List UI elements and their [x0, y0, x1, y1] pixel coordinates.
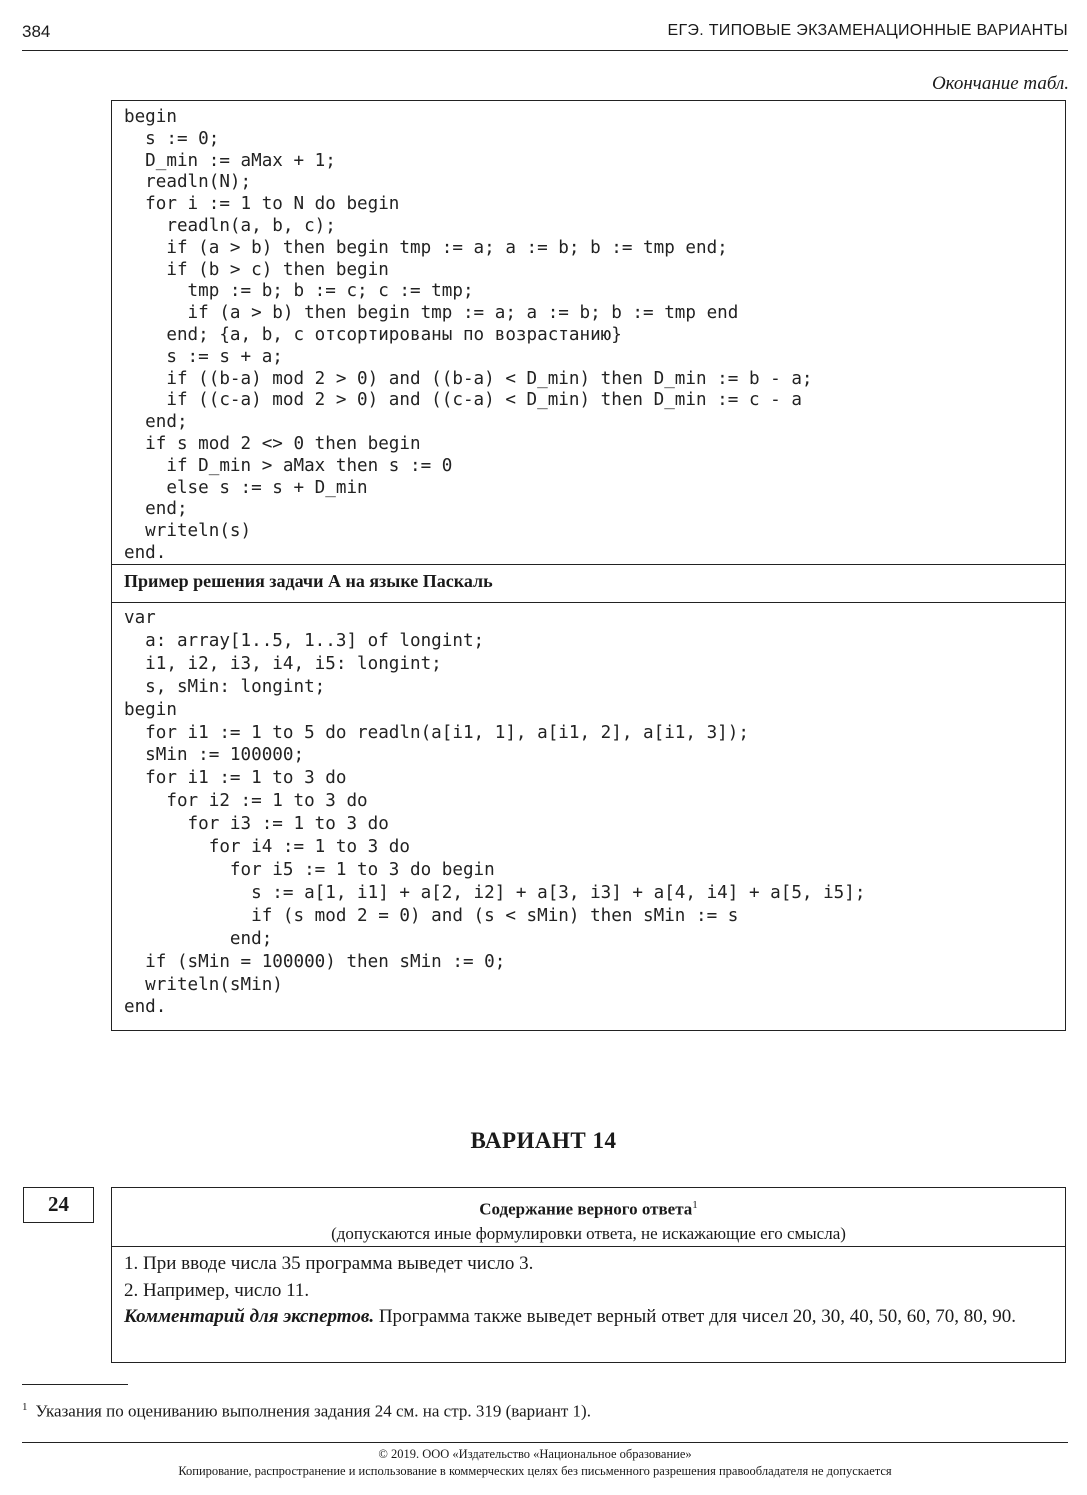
task-number-box: 24 — [23, 1187, 94, 1223]
answer-table — [111, 1187, 1066, 1363]
expert-comment-text: Программа также выведет верный ответ для чисел 20, 30, 40, 50, 60, 70, 80, 90. — [374, 1306, 1017, 1327]
answer-table-title: Содержание верного ответа — [479, 1199, 693, 1219]
page-footer — [22, 1446, 1048, 1480]
expert-comment-label: Комментарий для экспертов. — [124, 1306, 375, 1327]
code-block-solution-a: var a: array[1..5, 1..3] of longint; i1, i2, i3, i4, i5: longint; s, sMin: longint; begin for i1 := 1 to 5 do readln(a[i1, 1], a[i1, 2], a[i1, 3]); sMin := 100000; for i1 := 1 to 3 do for i2 := 1 to 3 do for i3 := 1 to 3 do for i4 := 1 to 3 do for i5 := 1 to 3 do begin s := a[1, i1] + a[2, i2] + a[3, i3] + a[4, i4] + a[5, i5]; if (s mod 2 = 0) and (s < sMin) then sMin := s end; if (sMin = 100000) then sMin := 0; writeln(sMin) end. — [124, 608, 866, 1018]
expert-comment — [124, 1304, 1053, 1331]
footer-notice: Копирование, распространение и использование в коммерческих целях без письменного разрешения правообладателя не допускается — [178, 1464, 892, 1478]
variant-title: ВАРИАНТ 14 — [470, 1128, 617, 1153]
page-header — [22, 22, 1068, 51]
footer-divider — [22, 1442, 1068, 1443]
solution-table — [111, 100, 1066, 1031]
answer-table-header — [112, 1188, 1065, 1247]
running-title: ЕГЭ. ТИПОВЫЕ ЭКЗАМЕНАЦИОННЫЕ ВАРИАНТЫ — [667, 22, 1068, 39]
answer-item-1: 1. При вводе числа 35 программа выведет число 3. — [124, 1253, 534, 1274]
answer-table-body — [112, 1247, 1065, 1331]
footnote — [22, 1401, 591, 1422]
answer-table-subtitle: (допускаются иные формулировки ответа, не искажающие его смысла) — [331, 1223, 846, 1243]
code-block-solution-b: begin s := 0; D_min := aMax + 1; readln(N); for i := 1 to N do begin readln(a, b, c); if (a > b) then begin tmp := a; a := b; b := tmp end; if (b > c) then begin tmp := b; b := c; c := tmp; if (a > b) then begin tmp := a; a := b; b := tmp end end; {a, b, c отсортированы по возрастанию} s := s + a; if ((b-a) mod 2 > 0) and ((b-a) < D_min) then D_min := b - a; if ((c-a) mod 2 > 0) and ((c-a) < D_min) then D_min := c - a end; if s mod 2 <> 0 then begin if D_min > aMax then s := 0 else s := s + D_min end; writeln(s) end. — [112, 101, 1065, 565]
footnote-divider — [22, 1384, 128, 1385]
footer-copyright: © 2019. ООО «Издательство «Национальное образование» — [378, 1447, 692, 1461]
table-continuation-label: Окончание табл. — [931, 73, 1069, 94]
section-heading: Пример решения задачи А на языке Паскаль — [112, 565, 1065, 603]
footnote-reference: 1 — [692, 1199, 698, 1211]
footnote-text: Указания по оцениванию выполнения задания 24 см. на стр. 319 (вариант 1). — [35, 1401, 591, 1421]
footnote-mark: 1 — [22, 1401, 28, 1413]
answer-item-2: 2. Например, число 11. — [124, 1279, 310, 1301]
page-number: 384 — [22, 22, 51, 41]
